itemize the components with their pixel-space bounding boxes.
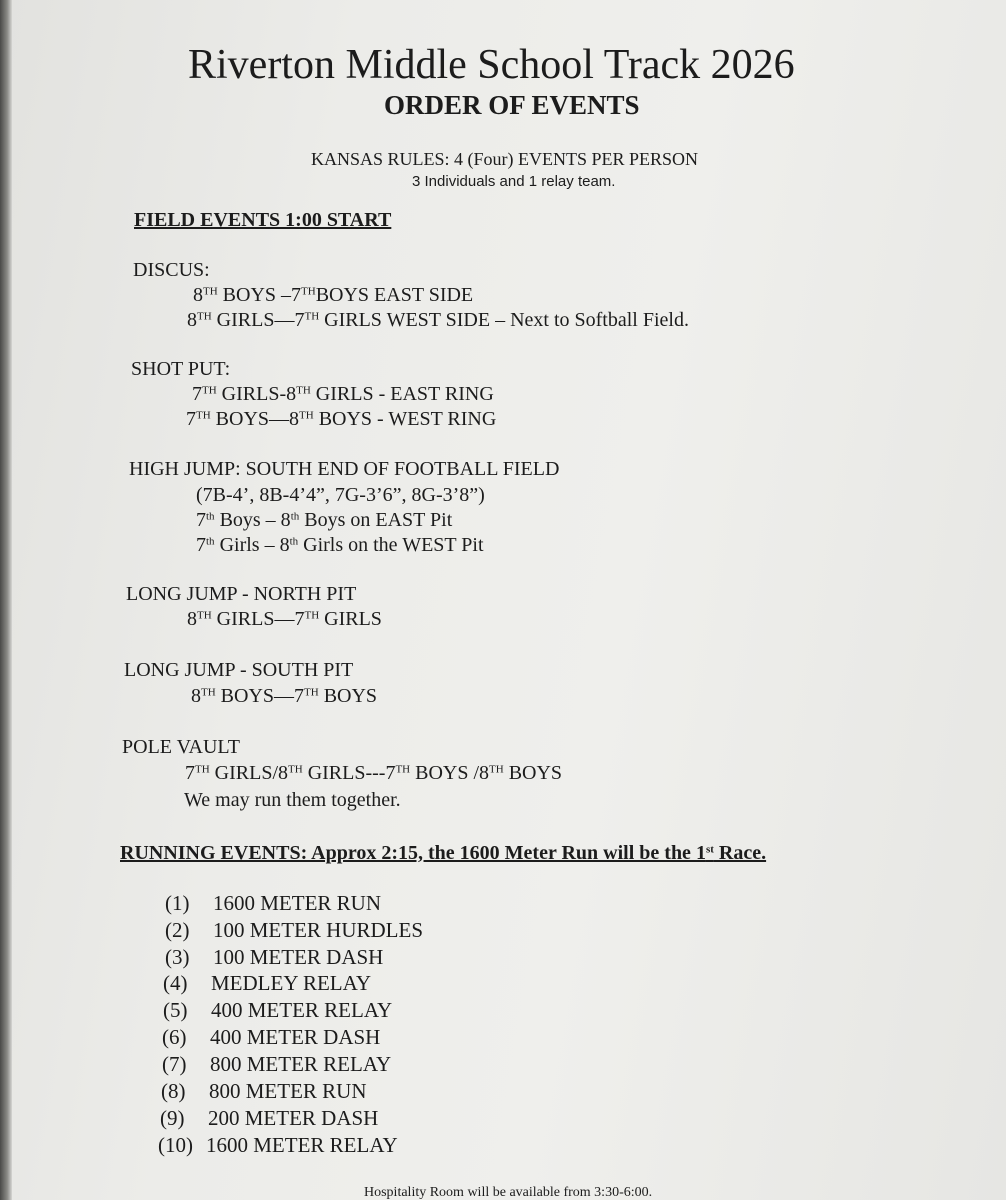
pole-vault-label: POLE VAULT [122, 736, 240, 758]
race-item: (4) MEDLEY RELAY [163, 971, 372, 995]
rules-line-2: 3 Individuals and 1 relay team. [412, 173, 616, 190]
race-item: (6) 400 METER DASH [162, 1025, 381, 1049]
long-jump-north-label: LONG JUMP - NORTH PIT [126, 583, 357, 605]
high-jump-heights: (7B-4’, 8B-4’4”, 7G-3’6”, 8G-3’8”) [196, 484, 485, 506]
long-jump-south-line: 8TH BOYS—7TH BOYS [191, 685, 378, 707]
page-shadow-edge [0, 0, 12, 1200]
field-events-heading: FIELD EVENTS 1:00 START [134, 209, 392, 231]
high-jump-label: HIGH JUMP: SOUTH END OF FOOTBALL FIELD [129, 458, 560, 480]
discus-label: DISCUS: [133, 259, 210, 281]
hospitality-note: Hospitality Room will be available from 3:30-6:00. [364, 1185, 653, 1200]
race-item: (10) 1600 METER RELAY [158, 1133, 398, 1157]
document-title: Riverton Middle School Track 2026 [188, 42, 795, 88]
race-item: (7) 800 METER RELAY [162, 1052, 392, 1076]
discus-line-2: 8TH GIRLS—7TH GIRLS WEST SIDE – Next to Softball Field. [187, 309, 689, 331]
long-jump-south-label: LONG JUMP - SOUTH PIT [124, 659, 354, 681]
race-item: (9) 200 METER DASH [160, 1106, 379, 1130]
high-jump-line-2: 7th Girls – 8th Girls on the WEST Pit [196, 534, 484, 556]
document-subtitle: ORDER OF EVENTS [384, 90, 640, 120]
race-item: (1) 1600 METER RUN [165, 891, 381, 915]
shot-put-label: SHOT PUT: [131, 358, 231, 380]
high-jump-line-1: 7th Boys – 8th Boys on EAST Pit [196, 509, 453, 531]
race-item: (3) 100 METER DASH [165, 945, 384, 969]
pole-vault-note: We may run them together. [184, 789, 401, 811]
rules-line-1: KANSAS RULES: 4 (Four) EVENTS PER PERSON [311, 149, 699, 169]
long-jump-north-line: 8TH GIRLS—7TH GIRLS [187, 608, 382, 630]
shot-put-line-2: 7TH BOYS—8TH BOYS - WEST RING [186, 408, 497, 430]
race-item: (2) 100 METER HURDLES [165, 918, 423, 942]
pole-vault-line: 7TH GIRLS/8TH GIRLS---7TH BOYS /8TH BOYS [185, 762, 563, 784]
shot-put-line-1: 7TH GIRLS-8TH GIRLS - EAST RING [192, 383, 494, 405]
discus-line-1: 8TH BOYS –7THBOYS EAST SIDE [193, 284, 474, 306]
race-item: (8) 800 METER RUN [161, 1079, 367, 1103]
race-item: (5) 400 METER RELAY [163, 998, 393, 1022]
running-events-heading: RUNNING EVENTS: Approx 2:15, the 1600 Meter Run will be the 1st Race. [120, 842, 767, 864]
